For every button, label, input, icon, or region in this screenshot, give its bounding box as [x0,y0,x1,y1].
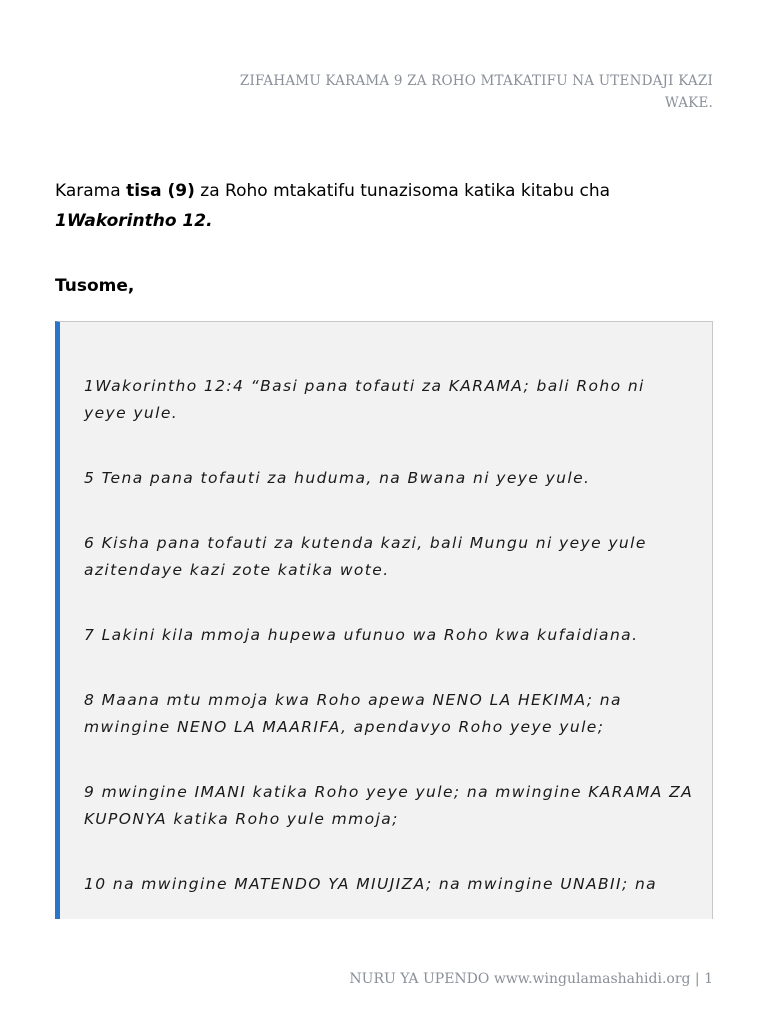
scripture-quote-box [55,321,713,919]
intro-paragraph [55,176,715,236]
page-header: ZIFAHAMU KARAMA 9 ZA ROHO MTAKATIFU NA UTENDAJI KAZI WAKE. [239,73,713,111]
intro-reference: 1Wakorintho 12. [55,211,213,231]
verse-4: 1Wakorintho 12:4 “Basi pana tofauti za KARAMA; bali Roho ni yeye yule. [84,377,645,422]
verse-8: 8 Maana mtu mmoja kwa Roho apewa NENO LA HEKIMA; na mwingine NENO LA MAARIFA, apendavyo Roho yeye yule; [84,691,622,736]
tusome-heading: Tusome, [55,276,135,296]
verse-9: 9 mwingine IMANI katika Roho yeye yule; na mwingine KARAMA ZA KUPONYA katika Roho yule mmoja; [84,783,694,828]
verse-6: 6 Kisha pana tofauti za kutenda kazi, bali Mungu ni yeye yule azitendaye kazi zote katika wote. [84,534,647,579]
page-footer: NURU YA UPENDO www.wingulamashahidi.org | 1 [349,971,713,987]
verse-5: 5 Tena pana tofauti za huduma, na Bwana ni yeye yule. [84,469,591,487]
verse-10: 10 na mwingine MATENDO YA MIUJIZA; na mwingine UNABII; na [84,875,658,893]
verse-7: 7 Lakini kila mmoja hupewa ufunuo wa Roho kwa kufaidiana. [84,626,639,644]
intro-text-middle: za Roho mtakatifu tunazisoma katika kitabu cha [194,181,611,201]
intro-text-start: Karama [55,181,127,201]
intro-count: tisa (9) [126,181,195,201]
